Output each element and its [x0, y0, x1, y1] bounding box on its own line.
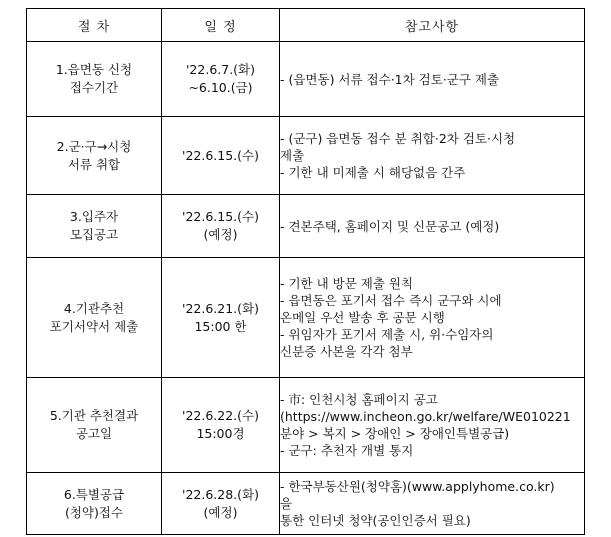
note-line: (https://www.incheon.go.kr/welfare/WE010221: [280, 409, 571, 424]
date-cell: [162, 258, 280, 378]
note-line: - 한국부동산원(청약홈)(www.applyhome.co.kr): [280, 479, 555, 494]
note-line: - 위임자가 포기서 제출 시, 위·수임자의: [280, 327, 494, 342]
step-cell: [27, 473, 162, 535]
date-text: 15:00 한: [194, 318, 247, 334]
table-header-row: [27, 9, 585, 42]
step-text: (청약)접수: [64, 504, 124, 520]
table-row: [27, 42, 585, 117]
step-text: 3.입주자: [69, 209, 119, 224]
date-text: (예정): [203, 227, 238, 242]
note-line: 을: [280, 496, 293, 511]
date-text: '22.6.28.(화): [182, 486, 259, 502]
note-cell: [280, 473, 585, 535]
note-line: - 기한 내 방문 제출 원칙: [280, 276, 414, 291]
step-text: 4.기관추천: [63, 300, 125, 316]
table-row: [27, 195, 585, 258]
note-line: - 군구: 추천자 개별 통지: [280, 443, 414, 458]
date-text: 15:00경: [196, 426, 245, 441]
note-cell: [280, 378, 585, 473]
date-cell: [162, 473, 280, 535]
note-line: 분야 > 복지 > 장애인 > 장애인특별공급): [280, 426, 510, 441]
step-text: 2.군·구→시청: [56, 138, 132, 154]
note-cell: [280, 42, 585, 117]
step-text: 1.읍면동 신청: [55, 62, 133, 77]
step-cell: [27, 195, 162, 258]
table-row: [27, 473, 585, 535]
table-row: [27, 258, 585, 378]
note-line: 신분증 사본을 각각 첨부: [280, 344, 413, 359]
header-step: 절 차: [27, 9, 162, 42]
step-text: 서류 취합: [67, 156, 121, 172]
date-text: '22.6.21.(화): [182, 300, 259, 316]
note-line: - 읍면동은 포기서 접수 즉시 군구와 시에: [280, 293, 502, 308]
note-line: 제출: [280, 148, 305, 163]
note-cell: [280, 195, 585, 258]
note-cell: [280, 258, 585, 378]
step-text: 공고일: [75, 426, 113, 441]
table-row: [27, 117, 585, 195]
date-text: '22.6.22.(수): [182, 408, 259, 423]
date-text: '22.6.15.(수): [182, 209, 259, 224]
step-cell: [27, 258, 162, 378]
header-note: 참고사항: [280, 9, 585, 42]
step-cell: [27, 42, 162, 117]
note-line: - 견본주택, 홈페이지 및 신문공고 (예정): [280, 218, 500, 234]
step-text: 접수기간: [69, 80, 119, 95]
note-line: - (읍면동) 서류 접수·1차 검토·군구 제출: [280, 71, 500, 87]
step-text: 6.특별공급: [63, 486, 125, 502]
note-line: - 市: 인천시청 홈페이지 공고: [280, 392, 438, 407]
step-cell: [27, 378, 162, 473]
note-cell: [280, 117, 585, 195]
note-line: 통한 인터넷 청약(공인인증서 필요): [280, 513, 471, 528]
date-text: (예정): [203, 504, 238, 520]
table-row: [27, 378, 585, 473]
date-text: '22.6.7.(화): [186, 62, 255, 77]
step-text: 포기서약서 제출: [49, 318, 139, 334]
note-line: - 기한 내 미제출 시 해당없음 간주: [280, 165, 466, 180]
date-text: '22.6.15.(수): [182, 147, 259, 163]
step-text: 모집공고: [69, 227, 119, 242]
date-cell: [162, 378, 280, 473]
note-line: 온메일 우선 발송 후 공문 시행: [280, 310, 445, 325]
date-cell: [162, 195, 280, 258]
header-date: 일 정: [162, 9, 280, 42]
date-cell: [162, 42, 280, 117]
step-text: 5.기관 추천결과: [49, 408, 139, 423]
schedule-table: [26, 8, 585, 535]
date-cell: [162, 117, 280, 195]
date-text: ~6.10.(금): [188, 80, 253, 95]
note-line: - (군구) 읍면동 접수 분 취합·2차 검토·시청: [280, 131, 516, 146]
step-cell: [27, 117, 162, 195]
